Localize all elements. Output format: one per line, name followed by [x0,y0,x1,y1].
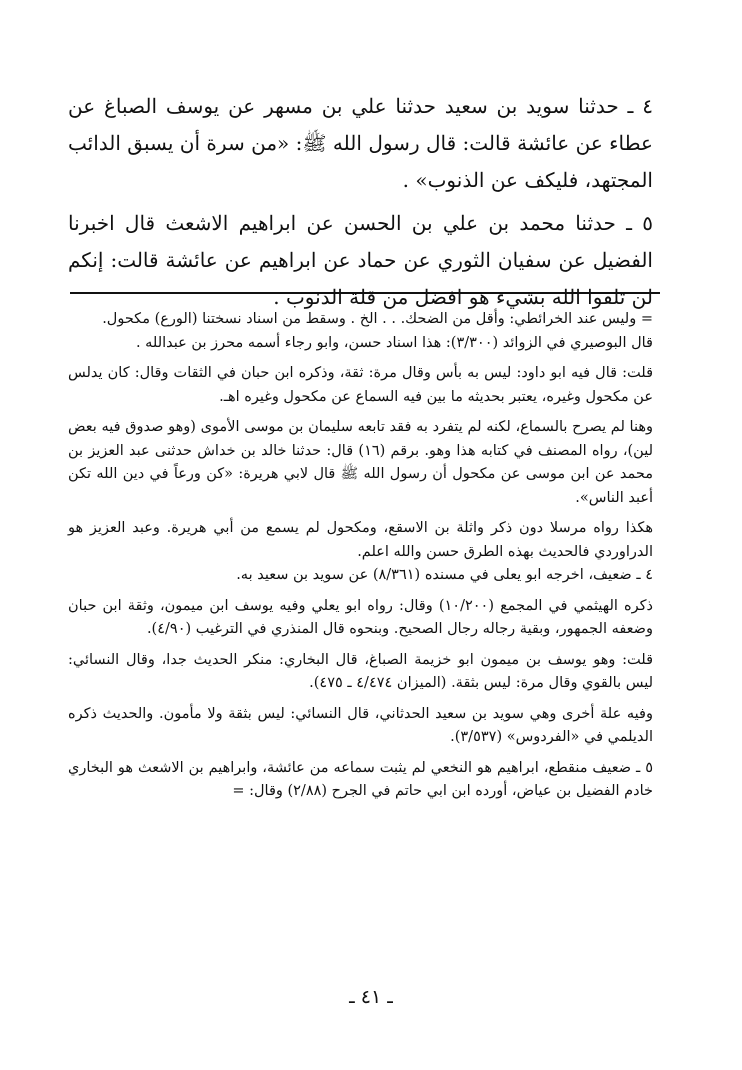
footnote-paragraph: قلت: وهو يوسف بن ميمون ابو خزيمة الصباغ، قال البخاري: منكر الحديث جدا، وقال النسائي: ليس بالقوي وقال مرة: ليس بثقة. (الميزان ٤/٤٧٤ ـ ٤٧٥). [68,651,653,691]
footnote-paragraph: هكذا رواه مرسلا دون ذكر واثلة بن الاسقع، ومكحول لم يسمع من أبي هريرة. وعبد العزيز هو الدراوردي فالحديث بهذه الطرق حسن والله اعلم. [68,520,653,560]
main-text [68,88,653,322]
footnote-paragraph: وهنا لم يصرح بالسماع، لكنه لم يتفرد به فقد تابعه سليمان بن موسى الأموى (وهو صدوق فيه بعض لين)، رواه المصنف في كتابه هذا وهو. برقم (١٦) قال: حدثنا خالد بن خداش حدثنى عبد العزيز بن محمد عن ابن موسى عن مكحول أن رسول الله ﷺ قال لابي هريرة: «كن ورعاً في دين الله تكن أعبد الناس». [68,419,653,506]
footnote-separator [70,292,660,294]
hadith-5: ٥ ـ حدثنا محمد بن علي بن الحسن عن ابراهيم الاشعث قال اخبرنا الفضيل عن سفيان الثوري عن حماد عن ابراهيم عن عائشة قالت: إنكم لن تلقوا الله بشيء هو افضل من قلة الذنوب . [68,211,653,309]
footnote-paragraph: = وليس عند الخرائطي: وأقل من الضحك. . . الخ . وسقط من اسناد نسختنا (الورع) مكحول. [102,311,653,327]
page-number: ـ ٤١ ـ [349,986,393,1008]
footnote-paragraph: قلت: قال فيه ابو داود: ليس به بأس وقال مرة: ثقة، وذكره ابن حبان في الثقات وقال: كان يدلس عن مكحول وغيره، يعتبر بحديثه ما بين فيه السماع عن مكحول وغيره اهـ. [68,365,653,405]
footnotes [68,308,653,811]
footnote-4-heading: ٤ ـ ضعيف، اخرجه ابو يعلى في مسنده (٨/٣٦١) عن سويد بن سعيد به. [236,567,653,583]
footnote-paragraph: ذكره الهيثمي في المجمع (١٠/٢٠٠) وقال: رواه ابو يعلي وفيه يوسف ابن ميمون، وثقة ابن حبان وضعفه الجمهور، وبقية رجاله رجال الصحيح. وبنحوه قال المنذري في الترغيب (٤/٩٠). [68,597,653,637]
hadith-4: ٤ ـ حدثنا سويد بن سعيد حدثنا علي بن مسهر عن يوسف الصباغ عن عطاء عن عائشة قالت: قال رسول الله ﷺ: «من سرة أن يسبق الدائب المجتهد، فليكف عن الذنوب» . [68,94,653,192]
footnote-5-heading: ٥ ـ ضعيف منقطع، ابراهيم هو النخعي لم يثبت سماعه من عائشة، وابراهيم بن الاشعث هو البخاري خادم الفضيل بن عياض، أورده ابن ابي حاتم في الجرح (٢/٨٨) وقال: = [68,759,653,799]
footnote-paragraph: قال البوصيري في الزوائد (٣/٣٠٠): هذا اسناد حسن، وابو رجاء أسمه محرز بن عبدالله . [135,334,653,351]
footnote-paragraph: وفيه علة أخرى وهي سويد بن سعيد الحدثاني، قال النسائي: ليس بثقة ولا مأمون. والحديث ذكره الديلمي في «الفردوس» (٣/٥٣٧). [68,705,653,745]
